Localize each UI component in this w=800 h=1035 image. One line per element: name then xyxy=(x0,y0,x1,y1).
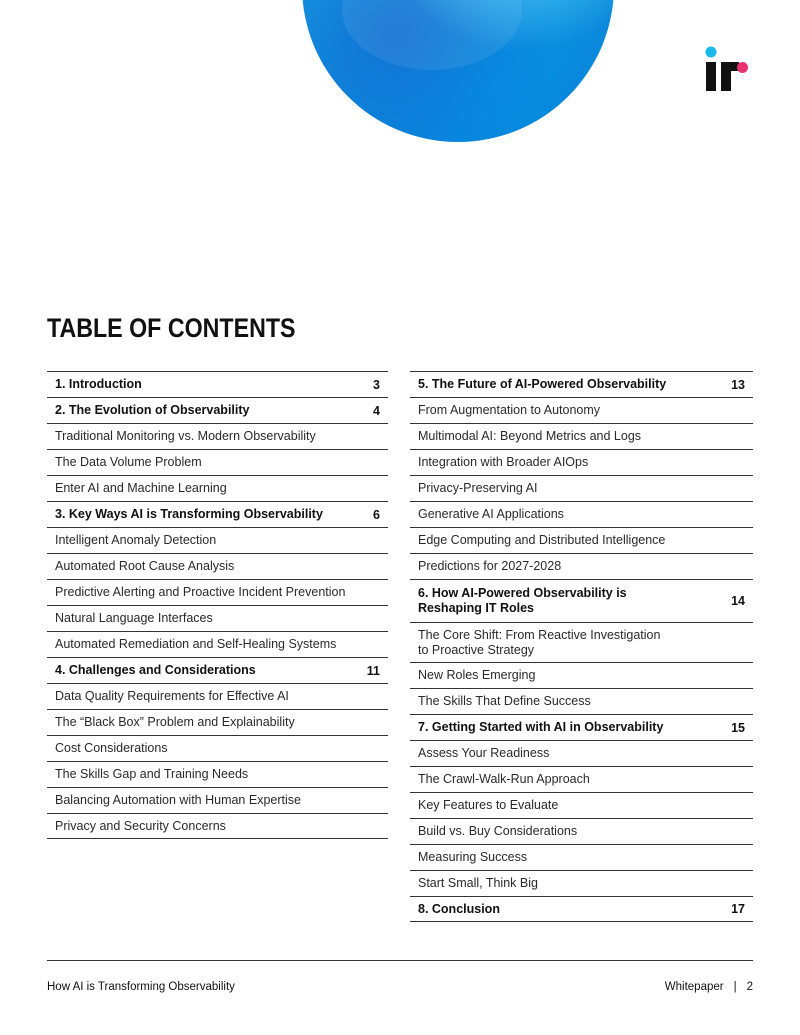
toc-entry-label: Predictive Alerting and Proactive Incident Prevention xyxy=(55,585,346,599)
footer-meta xyxy=(665,981,753,993)
toc-entry-label: Enter AI and Machine Learning xyxy=(55,481,227,495)
toc-subsection-entry[interactable] xyxy=(47,553,388,579)
toc-entry-label: 4. Challenges and Considerations xyxy=(55,663,256,677)
toc-entry-label: Privacy and Security Concerns xyxy=(55,818,226,833)
toc-entry-label: Key Features to Evaluate xyxy=(418,798,559,812)
toc-subsection-entry[interactable] xyxy=(410,622,753,662)
toc-subsection-entry[interactable] xyxy=(410,688,753,714)
toc-section-entry[interactable] xyxy=(410,579,753,622)
toc-entry-label: New Roles Emerging xyxy=(418,668,536,682)
toc-subsection-entry[interactable] xyxy=(410,662,753,688)
toc-section-entry[interactable] xyxy=(47,397,388,423)
toc-entry-page: 11 xyxy=(366,663,380,678)
footer-document-title: How AI is Transforming Observability xyxy=(47,981,235,993)
toc-entry-label: Generative AI Applications xyxy=(418,507,564,521)
toc-subsection-entry[interactable] xyxy=(47,579,388,605)
footer-divider xyxy=(47,960,753,961)
toc-entry-label: Build vs. Buy Considerations xyxy=(418,824,578,838)
toc-entry-label: The “Black Box” Problem and Explainability xyxy=(55,715,295,729)
toc-entry-label: Cost Considerations xyxy=(55,741,168,755)
toc-subsection-entry[interactable] xyxy=(410,844,753,870)
toc-subsection-entry[interactable] xyxy=(410,449,753,475)
toc-entry-page: 14 xyxy=(731,594,745,608)
toc-subsection-entry[interactable] xyxy=(47,475,388,501)
footer-separator: | xyxy=(733,981,737,993)
page-title: TABLE OF CONTENTS xyxy=(47,313,296,343)
toc-section-entry[interactable] xyxy=(410,896,753,922)
toc-entry-label: 8. Conclusion xyxy=(418,901,500,916)
toc-subsection-entry[interactable] xyxy=(410,792,753,818)
toc-entry-page: 17 xyxy=(731,902,745,916)
toc-entry-page: 15 xyxy=(731,720,745,735)
footer-doc-type: Whitepaper xyxy=(664,981,724,993)
toc-subsection-entry[interactable] xyxy=(410,501,753,527)
toc-section-entry[interactable] xyxy=(47,371,388,397)
toc-subsection-entry[interactable] xyxy=(47,631,388,657)
toc-right-column xyxy=(410,371,753,922)
toc-entry-label: The Core Shift: From Reactive Investigation to Proactive Strategy xyxy=(418,627,661,657)
toc-subsection-entry[interactable] xyxy=(47,787,388,813)
hero-decorative-circle xyxy=(302,0,614,142)
toc-entry-label: The Skills That Define Success xyxy=(418,694,591,708)
toc-entry-label: From Augmentation to Autonomy xyxy=(418,403,601,417)
toc-subsection-entry[interactable] xyxy=(47,527,388,553)
toc-section-entry[interactable] xyxy=(410,371,753,397)
toc-entry-label: 7. Getting Started with AI in Observability xyxy=(418,720,664,734)
toc-subsection-entry[interactable] xyxy=(410,766,753,792)
toc-subsection-entry[interactable] xyxy=(410,527,753,553)
toc-subsection-entry[interactable] xyxy=(410,397,753,423)
toc-entry-label: Traditional Monitoring vs. Modern Observability xyxy=(55,429,316,443)
toc-subsection-entry[interactable] xyxy=(410,818,753,844)
toc-entry-label: Multimodal AI: Beyond Metrics and Logs xyxy=(418,429,642,443)
toc-entry-label: Intelligent Anomaly Detection xyxy=(55,533,217,547)
toc-entry-page: 6 xyxy=(373,507,380,522)
toc-subsection-entry[interactable] xyxy=(410,423,753,449)
toc-section-entry[interactable] xyxy=(47,657,388,683)
toc-subsection-entry[interactable] xyxy=(47,709,388,735)
toc-subsection-entry[interactable] xyxy=(410,870,753,896)
toc-entry-label: Start Small, Think Big xyxy=(418,876,538,890)
toc-entry-label: 3. Key Ways AI is Transforming Observability xyxy=(55,507,323,521)
toc-entry-label: Data Quality Requirements for Effective AI xyxy=(55,689,289,703)
brand-logo-icon xyxy=(704,46,752,92)
toc-entry-label: 1. Introduction xyxy=(55,377,142,391)
toc-entry-page: 3 xyxy=(373,377,380,392)
toc-section-entry[interactable] xyxy=(47,501,388,527)
toc-entry-label: Automated Root Cause Analysis xyxy=(55,559,235,573)
toc-entry-label: Balancing Automation with Human Expertise xyxy=(55,793,301,807)
toc-entry-label: The Skills Gap and Training Needs xyxy=(55,767,249,781)
toc-left-column xyxy=(47,371,388,839)
toc-entry-label: The Crawl-Walk-Run Approach xyxy=(418,772,590,786)
toc-subsection-entry[interactable] xyxy=(47,423,388,449)
toc-entry-label: Privacy-Preserving AI xyxy=(418,481,538,495)
toc-subsection-entry[interactable] xyxy=(47,735,388,761)
toc-entry-label: 6. How AI-Powered Observability is Reshaping IT Roles xyxy=(418,586,627,615)
toc-entry-label: 5. The Future of AI-Powered Observability xyxy=(418,377,667,391)
toc-entry-label: Measuring Success xyxy=(418,850,528,864)
toc-entry-page: 4 xyxy=(373,403,380,418)
toc-subsection-entry[interactable] xyxy=(47,683,388,709)
toc-subsection-entry[interactable] xyxy=(47,449,388,475)
toc-subsection-entry[interactable] xyxy=(410,740,753,766)
toc-entry-label: The Data Volume Problem xyxy=(55,455,202,469)
toc-subsection-entry[interactable] xyxy=(410,553,753,579)
toc-entry-label: 2. The Evolution of Observability xyxy=(55,403,250,417)
toc-entry-label: Assess Your Readiness xyxy=(418,746,550,760)
footer-page-number: 2 xyxy=(746,981,753,993)
toc-entry-label: Integration with Broader AIOps xyxy=(418,455,589,469)
toc-subsection-entry[interactable] xyxy=(410,475,753,501)
toc-subsection-entry[interactable] xyxy=(47,813,388,839)
toc-subsection-entry[interactable] xyxy=(47,605,388,631)
toc-subsection-entry[interactable] xyxy=(47,761,388,787)
toc-entry-label: Edge Computing and Distributed Intelligence xyxy=(418,533,666,547)
toc-entry-label: Natural Language Interfaces xyxy=(55,611,213,625)
toc-entry-page: 13 xyxy=(731,377,745,392)
toc-section-entry[interactable] xyxy=(410,714,753,740)
toc-entry-label: Predictions for 2027-2028 xyxy=(418,559,562,573)
toc-entry-label: Automated Remediation and Self-Healing Systems xyxy=(55,637,337,651)
